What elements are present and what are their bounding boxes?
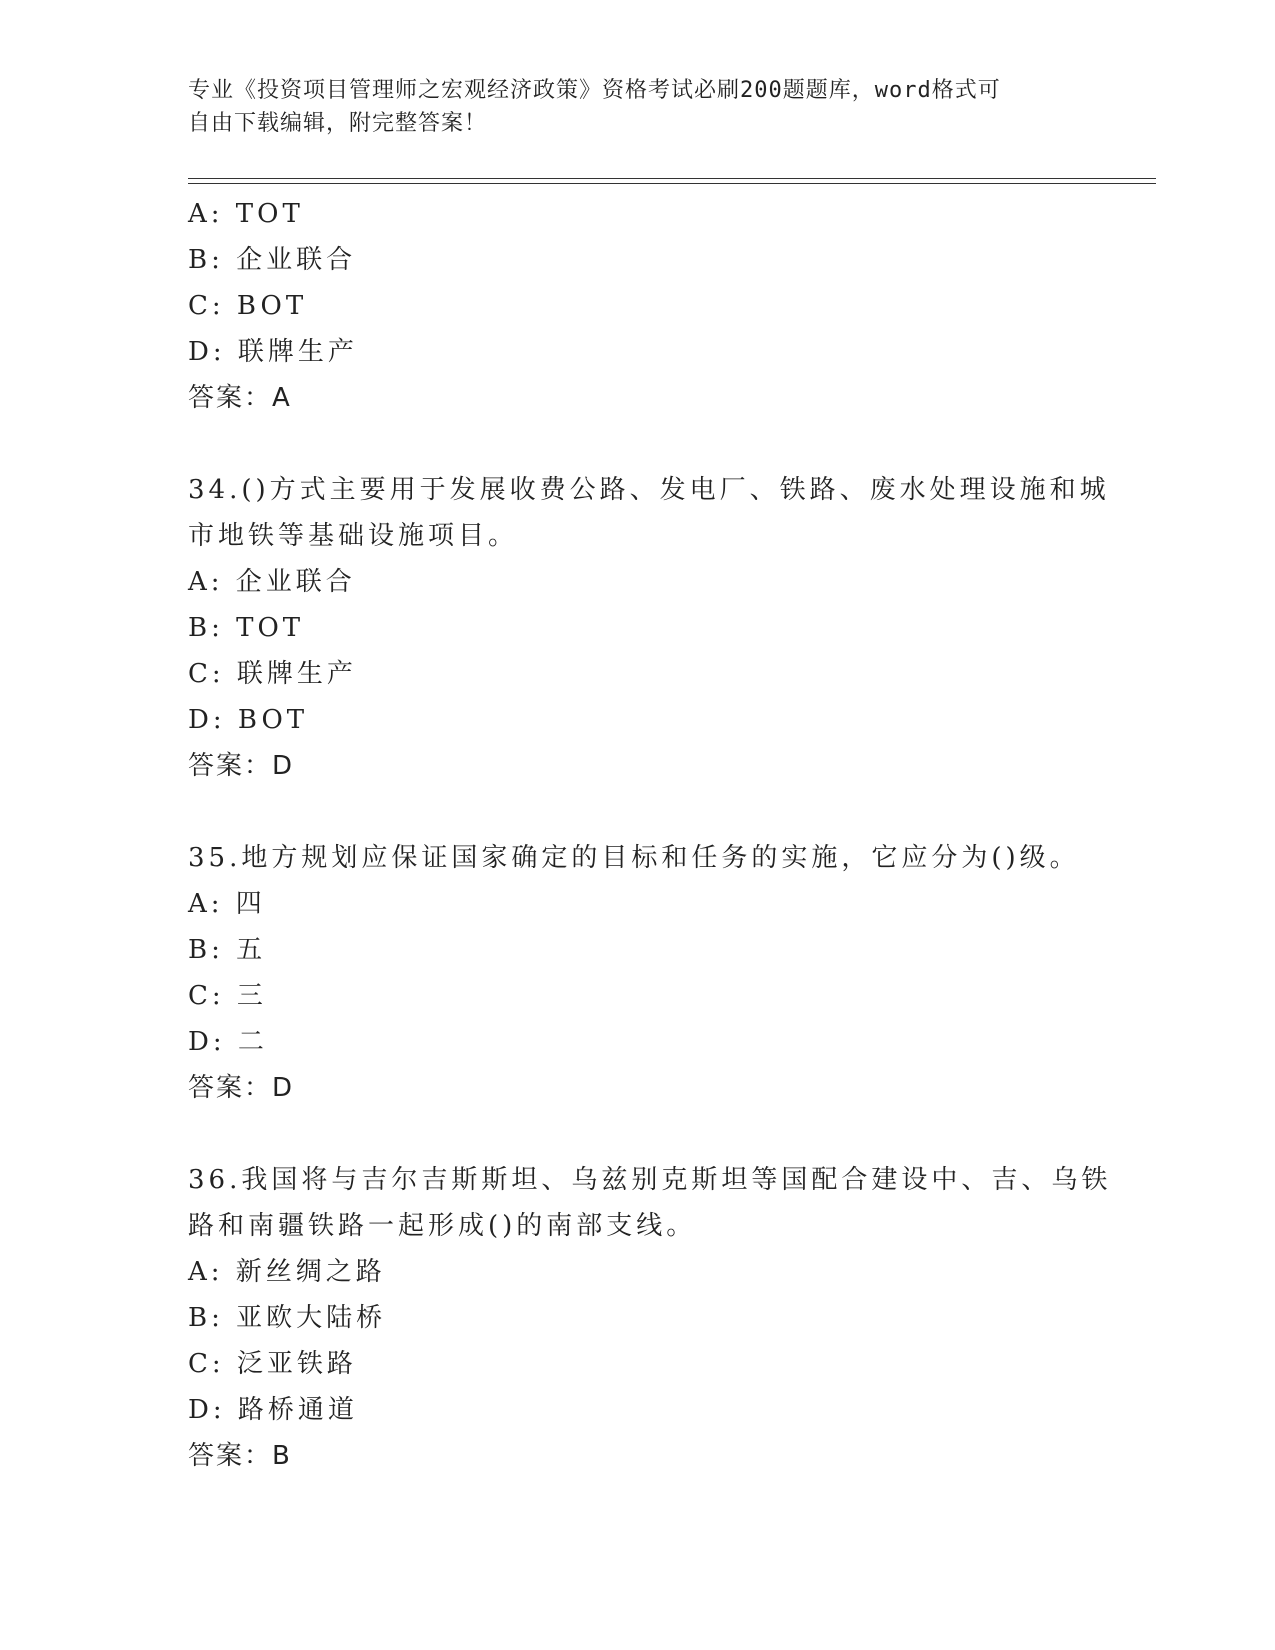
option-a: A: TOT — [188, 199, 304, 229]
option-b: B: 企业联合 — [188, 245, 357, 275]
option-a: A: 企业联合 — [188, 567, 356, 597]
question-list — [188, 191, 1112, 1479]
option-d: D: 二 — [188, 1027, 268, 1057]
answer-line: 答案：D — [188, 751, 295, 781]
question-36 — [188, 1157, 1112, 1479]
answer-line: 答案：A — [188, 383, 292, 413]
header-divider-top — [188, 178, 1156, 179]
option-d: D: 联牌生产 — [188, 337, 358, 367]
header-divider-bottom — [188, 183, 1156, 184]
question-stem-line-2: 路和南疆铁路一起形成()的南部支线。 — [188, 1211, 697, 1241]
question-stem-line-2: 市地铁等基础设施项目。 — [188, 521, 519, 551]
option-d: D: BOT — [188, 705, 309, 735]
option-a: A: 四 — [188, 889, 266, 919]
header-line-2: 自由下载编辑，附完整答案！ — [188, 111, 488, 136]
option-c: C: 三 — [188, 981, 267, 1011]
question-stem-line-1: 34.()方式主要用于发展收费公路、发电厂、铁路、废水处理设施和城 — [188, 475, 1110, 505]
option-b: B: TOT — [188, 613, 305, 643]
question-stem-line-1: 36.我国将与吉尔吉斯斯坦、乌兹别克斯坦等国配合建设中、吉、乌铁 — [188, 1165, 1112, 1195]
option-d: D: 路桥通道 — [188, 1395, 358, 1425]
option-a: A: 新丝绸之路 — [188, 1257, 386, 1287]
option-c: C: BOT — [188, 291, 308, 321]
question-33 — [188, 191, 1088, 421]
document-header — [188, 74, 1088, 140]
question-stem-line-1: 35.地方规划应保证国家确定的目标和任务的实施，它应分为()级。 — [188, 843, 1080, 873]
header-line-1: 专业《投资项目管理师之宏观经济政策》资格考试必刷200题题库，word格式可 — [188, 78, 1001, 103]
option-b: B: 亚欧大陆桥 — [188, 1303, 387, 1333]
question-34 — [188, 467, 1110, 789]
option-c: C: 泛亚铁路 — [188, 1349, 357, 1379]
option-b: B: 五 — [188, 935, 267, 965]
question-35 — [188, 835, 1088, 1111]
answer-line: 答案：B — [188, 1441, 292, 1471]
option-c: C: 联牌生产 — [188, 659, 357, 689]
answer-line: 答案：D — [188, 1073, 295, 1103]
